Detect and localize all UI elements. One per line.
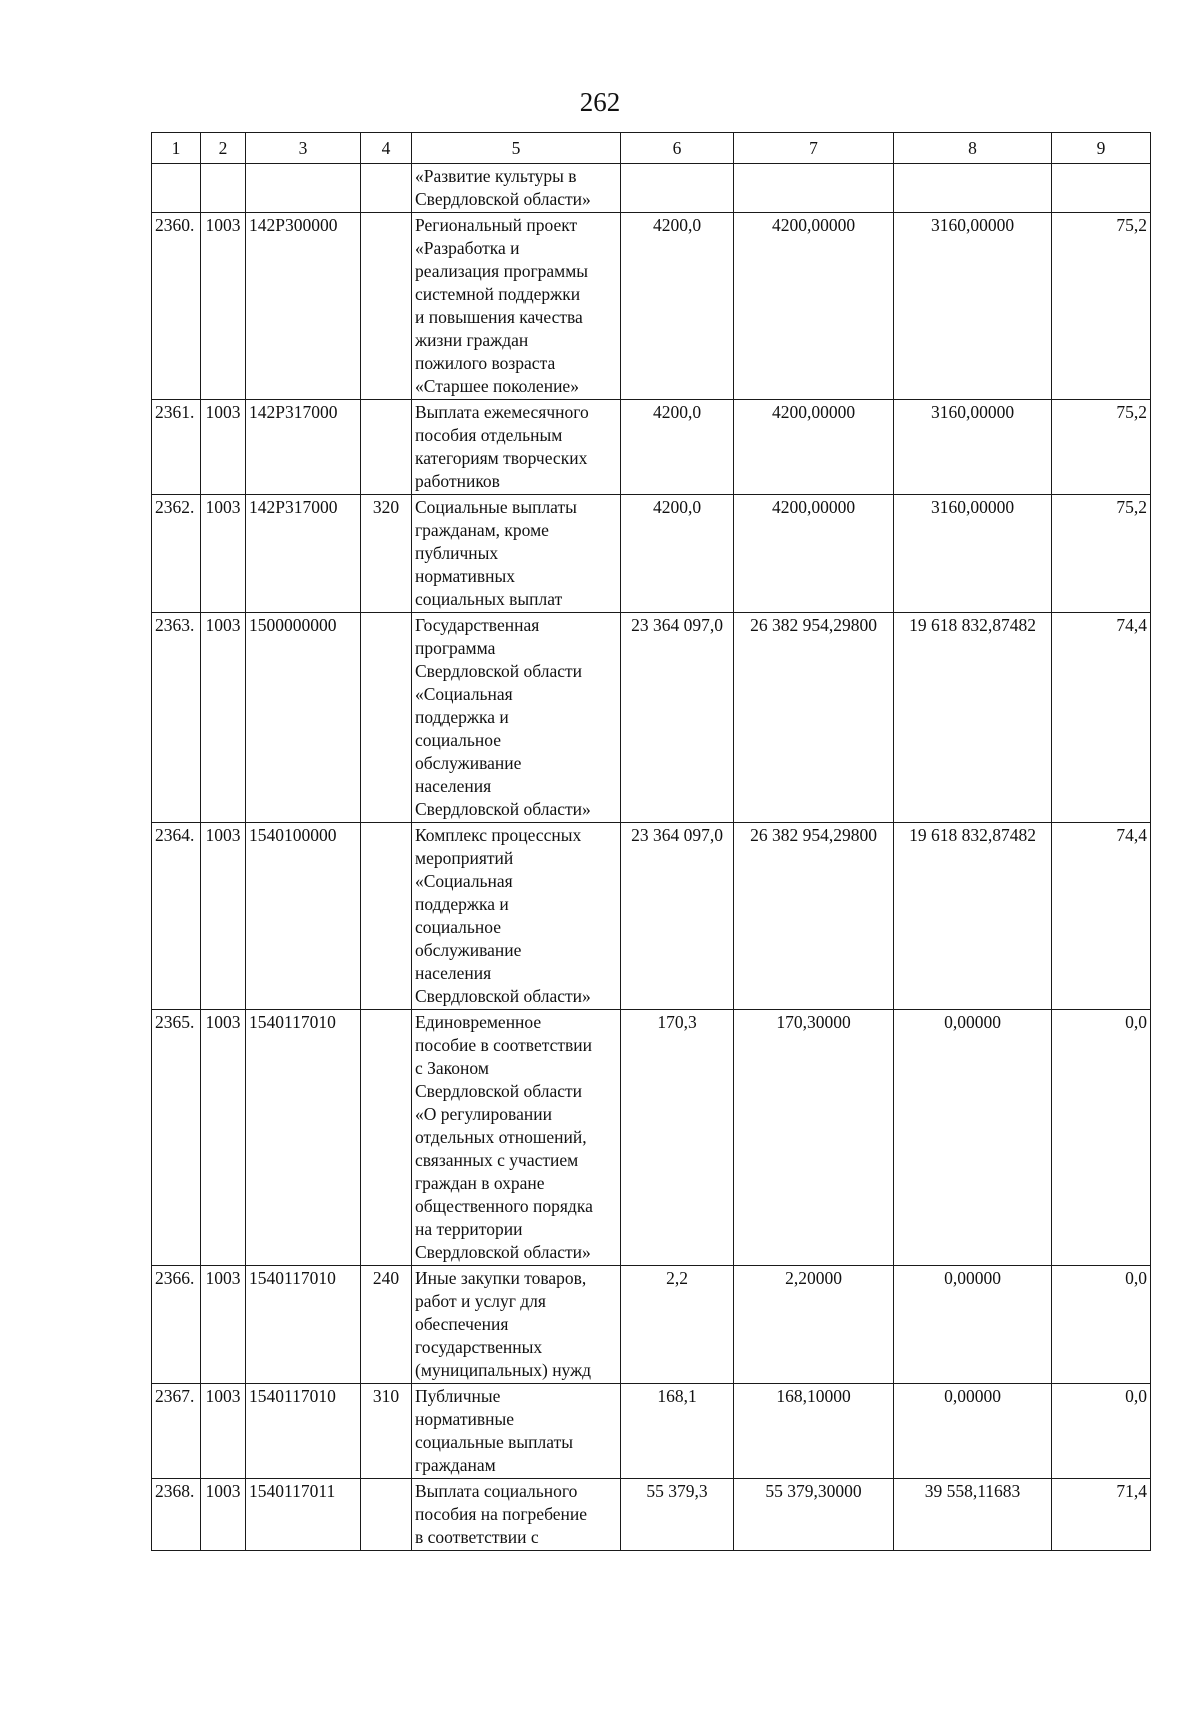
table-row	[152, 823, 1151, 1010]
approved-amount-cell: 4200,0	[621, 213, 734, 400]
row-number-cell: 2365.	[152, 1010, 201, 1266]
section-code-cell: 1003	[201, 400, 246, 495]
table-row	[152, 400, 1151, 495]
plan-amount-cell: 4200,00000	[734, 400, 894, 495]
percent-cell: 0,0	[1052, 1010, 1151, 1266]
expense-type-cell: 320	[361, 495, 412, 613]
table-row	[152, 213, 1151, 400]
plan-amount-cell: 2,20000	[734, 1266, 894, 1384]
column-header-1: 1	[152, 133, 201, 164]
item-name-line: Единовременное	[415, 1012, 542, 1032]
section-code-cell: 1003	[201, 613, 246, 823]
approved-amount-cell: 170,3	[621, 1010, 734, 1266]
item-name-line: обеспечения	[415, 1314, 509, 1334]
item-name-line: Выплата социального	[415, 1481, 578, 1501]
item-name-cell	[412, 1266, 621, 1384]
row-number-cell: 2364.	[152, 823, 201, 1010]
plan-amount-cell: 55 379,30000	[734, 1479, 894, 1551]
item-name-line: отдельных отношений,	[415, 1127, 587, 1147]
section-code-cell: 1003	[201, 1479, 246, 1551]
section-code-cell: 1003	[201, 1010, 246, 1266]
column-header-6: 6	[621, 133, 734, 164]
item-name-line: населения	[415, 776, 492, 796]
expense-type-cell: 240	[361, 1266, 412, 1384]
item-name-line: «О регулировании	[415, 1104, 552, 1124]
approved-amount-cell: 168,1	[621, 1384, 734, 1479]
item-name-line: системной поддержки	[415, 284, 581, 304]
section-code-cell: 1003	[201, 823, 246, 1010]
item-name-cell	[412, 164, 621, 213]
item-name-line: государственных	[415, 1337, 543, 1357]
item-name-line: Свердловской области	[415, 661, 583, 681]
column-header-9: 9	[1052, 133, 1151, 164]
row-number-cell: 2368.	[152, 1479, 201, 1551]
executed-amount-cell: 19 618 832,87482	[894, 823, 1052, 1010]
section-code-cell: 1003	[201, 213, 246, 400]
table-body	[152, 164, 1151, 1551]
item-name-line: пожилого возраста	[415, 353, 556, 373]
item-name-line: Социальные выплаты	[415, 497, 577, 517]
executed-amount-cell: 19 618 832,87482	[894, 613, 1052, 823]
row-number-cell: 2366.	[152, 1266, 201, 1384]
item-name-line: «Социальная	[415, 684, 513, 704]
table-row	[152, 1384, 1151, 1479]
header-row	[152, 133, 1151, 164]
approved-amount-cell: 4200,0	[621, 495, 734, 613]
item-name-cell	[412, 1384, 621, 1479]
expense-type-cell	[361, 823, 412, 1010]
item-name-line: «Разработка и	[415, 238, 520, 258]
item-name-line: на территории	[415, 1219, 523, 1239]
item-name-line: мероприятий	[415, 848, 514, 868]
item-name-line: Иные закупки товаров,	[415, 1268, 587, 1288]
percent-cell: 74,4	[1052, 823, 1151, 1010]
plan-amount-cell: 26 382 954,29800	[734, 613, 894, 823]
item-name-line: Публичные	[415, 1386, 501, 1406]
item-name-cell	[412, 613, 621, 823]
table-row	[152, 613, 1151, 823]
item-name-line: пособия отдельным	[415, 425, 563, 445]
table-row	[152, 164, 1151, 213]
item-name-line: (муниципальных) нужд	[415, 1360, 592, 1380]
item-name-line: связанных с участием	[415, 1150, 579, 1170]
approved-amount-cell: 23 364 097,0	[621, 823, 734, 1010]
item-name-cell	[412, 495, 621, 613]
target-article-cell	[246, 164, 361, 213]
item-name-line: Комплекс процессных	[415, 825, 582, 845]
approved-amount-cell: 2,2	[621, 1266, 734, 1384]
expense-type-cell	[361, 1479, 412, 1551]
item-name-line: социальных выплат	[415, 589, 563, 609]
item-name-line: публичных	[415, 543, 499, 563]
item-name-line: категориям творческих	[415, 448, 588, 468]
executed-amount-cell	[894, 164, 1052, 213]
column-header-4: 4	[361, 133, 412, 164]
item-name-line: социальное	[415, 917, 501, 937]
expense-type-cell	[361, 164, 412, 213]
row-number-cell	[152, 164, 201, 213]
item-name-line: пособие в соответствии	[415, 1035, 592, 1055]
executed-amount-cell: 3160,00000	[894, 213, 1052, 400]
percent-cell: 71,4	[1052, 1479, 1151, 1551]
expense-type-cell	[361, 1010, 412, 1266]
item-name-line: Свердловской области»	[415, 986, 591, 1006]
section-code-cell: 1003	[201, 1266, 246, 1384]
target-article-cell: 1540100000	[246, 823, 361, 1010]
approved-amount-cell	[621, 164, 734, 213]
target-article-cell: 1540117010	[246, 1010, 361, 1266]
item-name-line: работников	[415, 471, 500, 491]
item-name-cell	[412, 1479, 621, 1551]
executed-amount-cell: 0,00000	[894, 1010, 1052, 1266]
approved-amount-cell: 23 364 097,0	[621, 613, 734, 823]
item-name-line: поддержка и	[415, 894, 509, 914]
plan-amount-cell: 170,30000	[734, 1010, 894, 1266]
row-number-cell: 2363.	[152, 613, 201, 823]
column-header-7: 7	[734, 133, 894, 164]
item-name-line: «Социальная	[415, 871, 513, 891]
table-row	[152, 1010, 1151, 1266]
target-article-cell: 1540117010	[246, 1384, 361, 1479]
plan-amount-cell: 26 382 954,29800	[734, 823, 894, 1010]
target-article-cell: 142Р300000	[246, 213, 361, 400]
item-name-line: гражданам, кроме	[415, 520, 549, 540]
target-article-cell: 1540117011	[246, 1479, 361, 1551]
percent-cell	[1052, 164, 1151, 213]
section-code-cell	[201, 164, 246, 213]
expense-type-cell	[361, 400, 412, 495]
item-name-line: населения	[415, 963, 492, 983]
row-number-cell: 2360.	[152, 213, 201, 400]
expense-type-cell	[361, 213, 412, 400]
percent-cell: 0,0	[1052, 1384, 1151, 1479]
percent-cell: 0,0	[1052, 1266, 1151, 1384]
item-name-line: нормативных	[415, 566, 516, 586]
item-name-cell	[412, 1010, 621, 1266]
executed-amount-cell: 0,00000	[894, 1266, 1052, 1384]
plan-amount-cell: 4200,00000	[734, 495, 894, 613]
item-name-line: социальные выплаты	[415, 1432, 573, 1452]
item-name-line: программа	[415, 638, 496, 658]
row-number-cell: 2367.	[152, 1384, 201, 1479]
item-name-line: Свердловской области	[415, 1081, 583, 1101]
item-name-line: общественного порядка	[415, 1196, 593, 1216]
item-name-line: Государственная	[415, 615, 540, 635]
item-name-line: Региональный проект	[415, 215, 578, 235]
percent-cell: 75,2	[1052, 213, 1151, 400]
expense-type-cell: 310	[361, 1384, 412, 1479]
executed-amount-cell: 0,00000	[894, 1384, 1052, 1479]
page-number: 262	[579, 87, 621, 117]
item-name-cell	[412, 213, 621, 400]
approved-amount-cell: 4200,0	[621, 400, 734, 495]
item-name-line: Свердловской области»	[415, 189, 591, 209]
item-name-line: реализация программы	[415, 261, 589, 281]
item-name-cell	[412, 400, 621, 495]
executed-amount-cell: 3160,00000	[894, 495, 1052, 613]
item-name-line: пособия на погребение	[415, 1504, 588, 1524]
row-number-cell: 2361.	[152, 400, 201, 495]
item-name-line: социальное	[415, 730, 501, 750]
item-name-line: поддержка и	[415, 707, 509, 727]
percent-cell: 75,2	[1052, 400, 1151, 495]
target-article-cell: 142Р317000	[246, 495, 361, 613]
row-number-cell: 2362.	[152, 495, 201, 613]
item-name-line: Выплата ежемесячного	[415, 402, 589, 422]
executed-amount-cell: 39 558,11683	[894, 1479, 1052, 1551]
target-article-cell: 1500000000	[246, 613, 361, 823]
item-name-line: «Старшее поколение»	[415, 376, 579, 396]
section-code-cell: 1003	[201, 1384, 246, 1479]
item-name-line: нормативные	[415, 1409, 515, 1429]
column-header-5: 5	[412, 133, 621, 164]
table-row	[152, 1479, 1151, 1551]
item-name-line: граждан в охране	[415, 1173, 545, 1193]
item-name-line: работ и услуг для	[415, 1291, 546, 1311]
budget-table	[151, 132, 1151, 1551]
item-name-line: обслуживание	[415, 753, 522, 773]
item-name-line: Свердловской области»	[415, 799, 591, 819]
target-article-cell: 1540117010	[246, 1266, 361, 1384]
expense-type-cell	[361, 613, 412, 823]
item-name-line: и повышения качества	[415, 307, 583, 327]
executed-amount-cell: 3160,00000	[894, 400, 1052, 495]
plan-amount-cell	[734, 164, 894, 213]
item-name-line: обслуживание	[415, 940, 522, 960]
item-name-line: в соответствии с	[415, 1527, 539, 1547]
item-name-line: Свердловской области»	[415, 1242, 591, 1262]
approved-amount-cell: 55 379,3	[621, 1479, 734, 1551]
table-row	[152, 1266, 1151, 1384]
column-header-8: 8	[894, 133, 1052, 164]
item-name-line: жизни граждан	[415, 330, 529, 350]
item-name-cell	[412, 823, 621, 1010]
percent-cell: 75,2	[1052, 495, 1151, 613]
item-name-line: гражданам	[415, 1455, 496, 1475]
item-name-line: «Развитие культуры в	[415, 166, 577, 186]
item-name-line: с Законом	[415, 1058, 489, 1078]
plan-amount-cell: 4200,00000	[734, 213, 894, 400]
target-article-cell: 142Р317000	[246, 400, 361, 495]
column-header-2: 2	[201, 133, 246, 164]
column-header-3: 3	[246, 133, 361, 164]
table-row	[152, 495, 1151, 613]
section-code-cell: 1003	[201, 495, 246, 613]
plan-amount-cell: 168,10000	[734, 1384, 894, 1479]
percent-cell: 74,4	[1052, 613, 1151, 823]
